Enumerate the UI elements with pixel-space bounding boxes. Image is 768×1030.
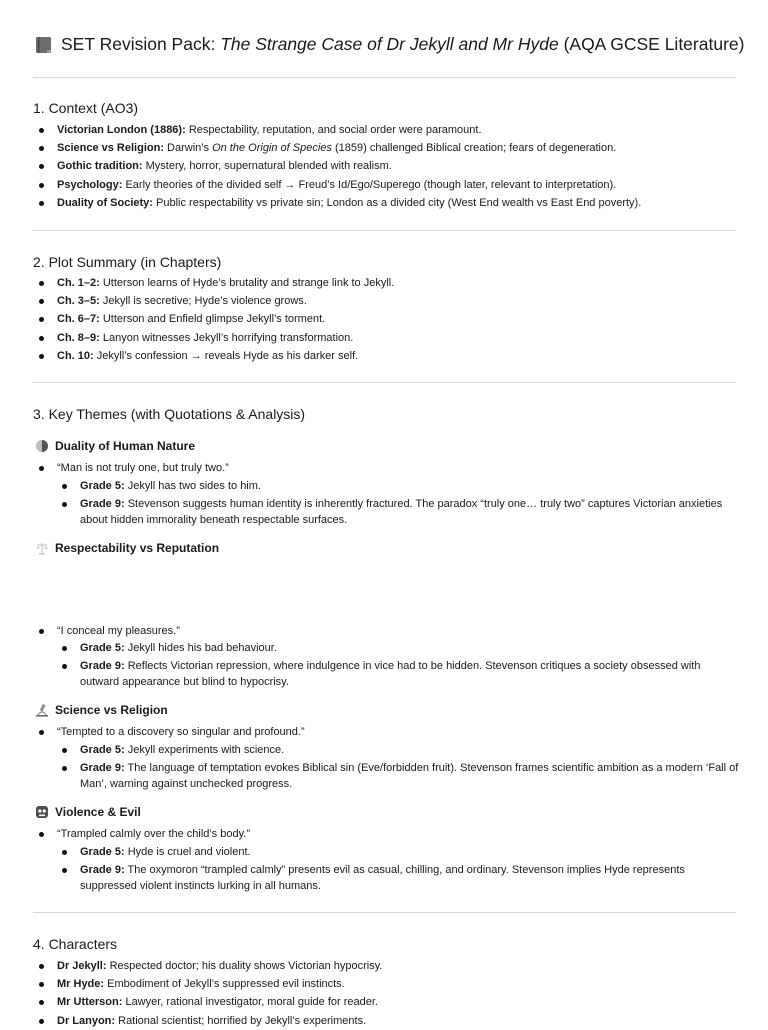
list-item: Ch. 1–2: Utterson learns of Hyde’s brutality and strange link to Jekyll.: [38, 274, 738, 292]
list-item: Duality of Society: Public respectability vs private sin; London as a divided city (West End wealth vs East End poverty).: [38, 194, 738, 212]
section-heading-themes: 3. Key Themes (with Quotations & Analysis): [33, 406, 306, 422]
list-item: Dr Lanyon: Rational scientist; horrified by Jekyll’s experiments.: [38, 1012, 738, 1030]
moon-icon: [35, 439, 49, 453]
analysis-item: Grade 9: The language of temptation evokes Biblical sin (Eve/forbidden fruit). Stevenson frames scientific ambition as a modern ‘Fall of Man’, warning against unchecked progress.: [62, 760, 742, 792]
section-heading-characters: 4. Characters: [33, 936, 118, 952]
quote-item: “Trampled calmly over the child’s body.”: [38, 825, 738, 843]
quote-item: “I conceal my pleasures.”: [38, 622, 738, 640]
analysis-item: Grade 5: Jekyll has two sides to him.: [62, 478, 742, 494]
divider: [33, 382, 736, 383]
list-item: Gothic tradition: Mystery, horror, supernatural blended with realism.: [38, 157, 738, 175]
theme-heading-violence: Violence & Evil: [35, 805, 141, 819]
characters-list: [38, 957, 738, 1030]
page-title: [35, 34, 748, 55]
scales-icon: [35, 541, 49, 555]
list-item: Dr Jekyll: Respected doctor; his duality shows Victorian hypocrisy.: [38, 957, 738, 975]
theme-quote-list: [38, 825, 738, 843]
title-suffix: (AQA GCSE Literature): [563, 34, 745, 54]
title-prefix: SET Revision Pack:: [61, 34, 216, 54]
theme-quote-list: [38, 723, 738, 741]
context-list: [38, 121, 738, 212]
analysis-item: Grade 9: The oxymoron “trampled calmly” presents evil as casual, chilling, and ordinary. Stevenson implies Hyde represents suppressed violent instincts lurking in all humans.: [62, 862, 742, 894]
analysis-list: [62, 640, 742, 692]
list-item: Ch. 3–5: Jekyll is secretive; Hyde’s violence grows.: [38, 292, 738, 310]
list-item: Mr Utterson: Lawyer, rational investigator, moral guide for reader.: [38, 993, 738, 1011]
theme-quote-list: [38, 459, 738, 477]
analysis-list: [62, 844, 742, 896]
ogre-icon: [35, 805, 49, 819]
analysis-list: [62, 742, 742, 794]
list-item: Science vs Religion: Darwin’s On the Origin of Species (1859) challenged Biblical creation; fears of degeneration.: [38, 139, 738, 157]
section-heading-context: 1. Context (AO3): [33, 100, 139, 116]
theme-quote-list: [38, 622, 738, 640]
analysis-item: Grade 5: Jekyll hides his bad behaviour.: [62, 640, 742, 656]
quote-item: “Man is not truly one, but truly two.”: [38, 459, 738, 477]
divider: [33, 77, 736, 78]
theme-heading-science: Science vs Religion: [35, 703, 168, 717]
analysis-item: Grade 9: Reflects Victorian repression, where indulgence in vice had to be hidden. Stevenson critiques a society obsessed with outward appearance but blind to hypocrisy.: [62, 658, 742, 690]
list-item: Victorian London (1886): Respectability, reputation, and social order were paramount.: [38, 121, 738, 139]
list-item: Ch. 6–7: Utterson and Enfield glimpse Jekyll’s torment.: [38, 310, 738, 328]
analysis-item: Grade 5: Hyde is cruel and violent.: [62, 844, 742, 860]
divider: [33, 912, 736, 913]
microscope-icon: [35, 703, 49, 717]
title-book-name: The Strange Case of Dr Jekyll and Mr Hyde: [220, 34, 559, 54]
divider: [33, 230, 736, 231]
plot-list: [38, 274, 738, 365]
list-item: Ch. 8–9: Lanyon witnesses Jekyll’s horrifying transformation.: [38, 329, 738, 347]
list-item: Psychology: Early theories of the divided self → Freud’s Id/Ego/Superego (though later, relevant to interpretation).: [38, 176, 738, 194]
section-heading-plot: 2. Plot Summary (in Chapters): [33, 254, 222, 270]
quote-item: “Tempted to a discovery so singular and profound.”: [38, 723, 738, 741]
book-icon: [35, 36, 52, 54]
analysis-item: Grade 9: Stevenson suggests human identity is inherently fractured. The paradox “truly one… truly two” captures Victorian anxieties about hidden immorality beneath respectable surfaces.: [62, 496, 742, 528]
list-item: Ch. 10: Jekyll’s confession → reveals Hyde as his darker self.: [38, 347, 738, 365]
analysis-item: Grade 5: Jekyll experiments with science.: [62, 742, 742, 758]
theme-heading-duality: Duality of Human Nature: [35, 439, 195, 453]
theme-heading-respectability: Respectability vs Reputation: [35, 541, 219, 555]
analysis-list: [62, 478, 742, 530]
list-item: Mr Hyde: Embodiment of Jekyll’s suppressed evil instincts.: [38, 975, 738, 993]
